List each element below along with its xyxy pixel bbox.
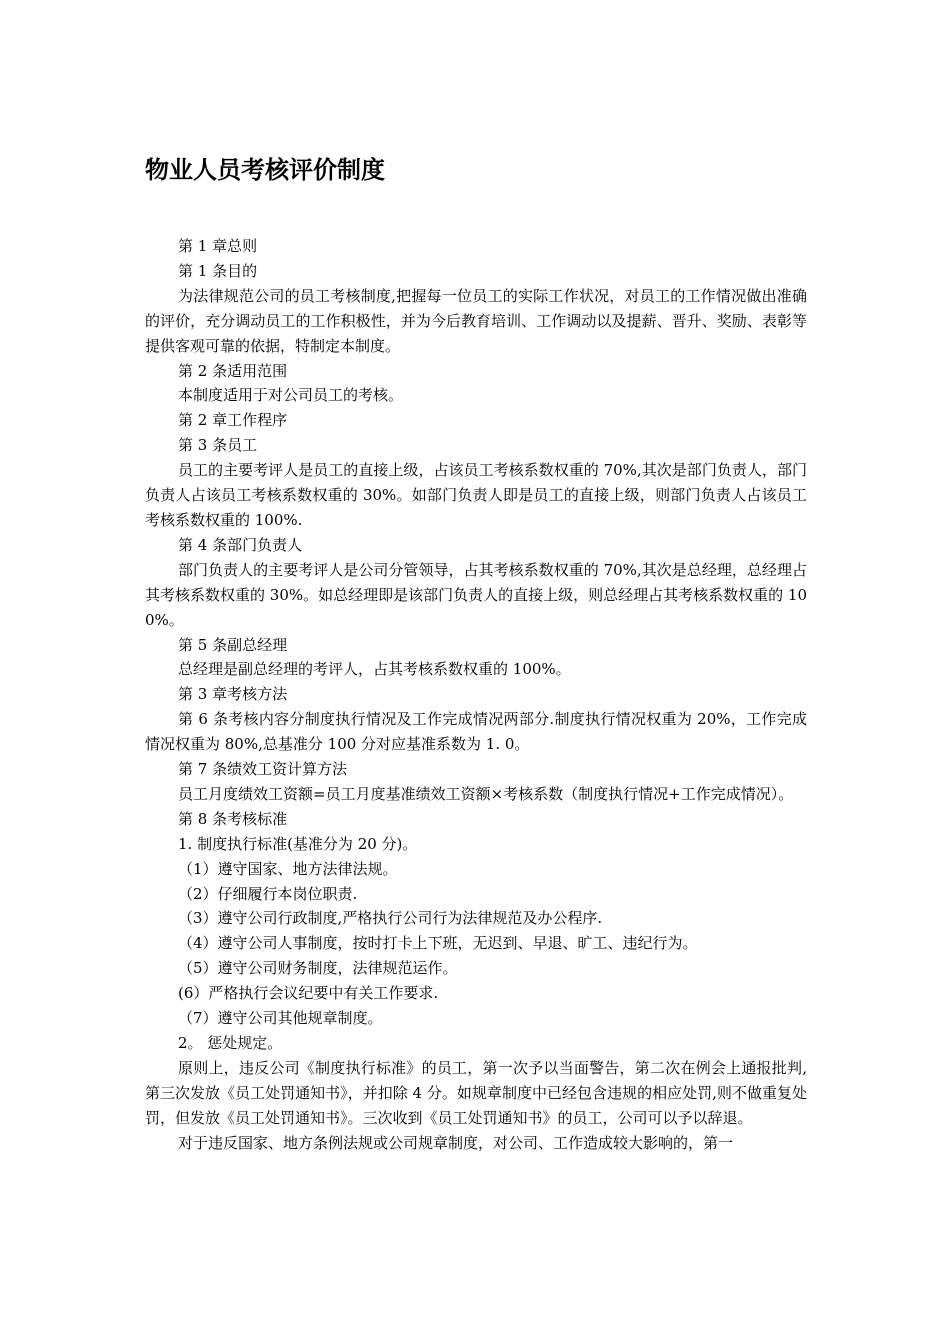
paragraph: 对于违反国家、地方条例法规或公司规章制度，对公司、工作造成较大影响的，第一 bbox=[178, 1133, 734, 1152]
paragraph: 总经理是副总经理的考评人，占其考核系数权重的 100%。 bbox=[178, 660, 571, 679]
paragraph: 员工的主要考评人是员工的直接上级，占该员工考核系数权重的 70%,其次是部门负责人，部门负责人占该员工考核系数权重的 30%。如部门负责人即是员工的直接上级，则部门负责人占该员工考核系数权重的 100%. bbox=[145, 461, 807, 529]
paragraph: 员工月度绩效工资额=员工月度基准绩效工资额×考核系数（制度执行情况+工作完成情况）。 bbox=[178, 784, 794, 803]
document-title: 物业人员考核评价制度 bbox=[145, 156, 385, 184]
list-item: (6）严格执行会议纪要中有关工作要求. bbox=[178, 984, 439, 1003]
list-item: （2）仔细履行本岗位职责. bbox=[178, 884, 358, 903]
list-item: （5）遵守公司财务制度，法律规范运作。 bbox=[178, 959, 458, 978]
paragraph: 本制度适用于对公司员工的考核。 bbox=[178, 386, 404, 405]
paragraph: 原则上，违反公司《制度执行标准》的员工，第一次予以当面警告，第二次在例会上通报批判,第三次发放《员工处罚通知书》，并扣除 4 分。如规章制度中已经包含违规的相应处罚,则不做重复处罚，但发放《员工处罚通知书》。三次收到《员工处罚通知书》的员工，公司可以予以辞退。 bbox=[145, 1058, 807, 1127]
chapter-heading: 第 2 章工作程序 bbox=[178, 411, 288, 430]
list-item: （4）遵守公司人事制度，按时打卡上下班，无迟到、早退、旷工、违纪行为。 bbox=[178, 934, 698, 953]
list-heading: 1. 制度执行标准(基准分为 20 分)。 bbox=[178, 834, 418, 853]
list-heading: 2。 惩处规定。 bbox=[178, 1034, 283, 1052]
paragraph: 部门负责人的主要考评人是公司分管领导，占其考核系数权重的 70%,其次是总经理，总经理占其考核系数权重的 30%。如总经理即是该部门负责人的直接上级，则总经理占其考核系数权重的 100%。 bbox=[145, 560, 807, 629]
document-body bbox=[145, 234, 807, 1156]
article-heading: 第 5 条副总经理 bbox=[178, 635, 288, 654]
article-heading: 第 2 条适用范围 bbox=[178, 361, 288, 380]
chapter-heading: 第 1 章总则 bbox=[178, 237, 258, 255]
chapter-heading: 第 3 章考核方法 bbox=[178, 685, 288, 704]
article-heading: 第 1 条目的 bbox=[178, 261, 258, 280]
list-item: （1）遵守国家、地方法律法规。 bbox=[178, 859, 398, 878]
article-heading: 第 3 条员工 bbox=[178, 436, 258, 455]
article-heading: 第 7 条绩效工资计算方法 bbox=[178, 760, 348, 779]
list-item: （3）遵守公司行政制度,严格执行公司行为法律规范及办公程序. bbox=[178, 909, 603, 928]
list-item: （7）遵守公司其他规章制度。 bbox=[178, 1009, 383, 1028]
article-heading: 第 8 条考核标准 bbox=[178, 809, 288, 828]
paragraph: 为法律规范公司的员工考核制度,把握每一位员工的实际工作状况，对员工的工作情况做出准确的评价，充分调动员工的工作积极性，并为今后教育培训、工作调动以及提薪、晋升、奖励、表彰等提供客观可靠的依据，特制定本制度。 bbox=[145, 286, 807, 355]
paragraph: 第 6 条考核内容分制度执行情况及工作完成情况两部分.制度执行情况权重为 20%，工作完成情况权重为 80%,总基准分 100 分对应基准系数为 1. 0。 bbox=[145, 710, 807, 754]
article-heading: 第 4 条部门负责人 bbox=[178, 535, 303, 554]
